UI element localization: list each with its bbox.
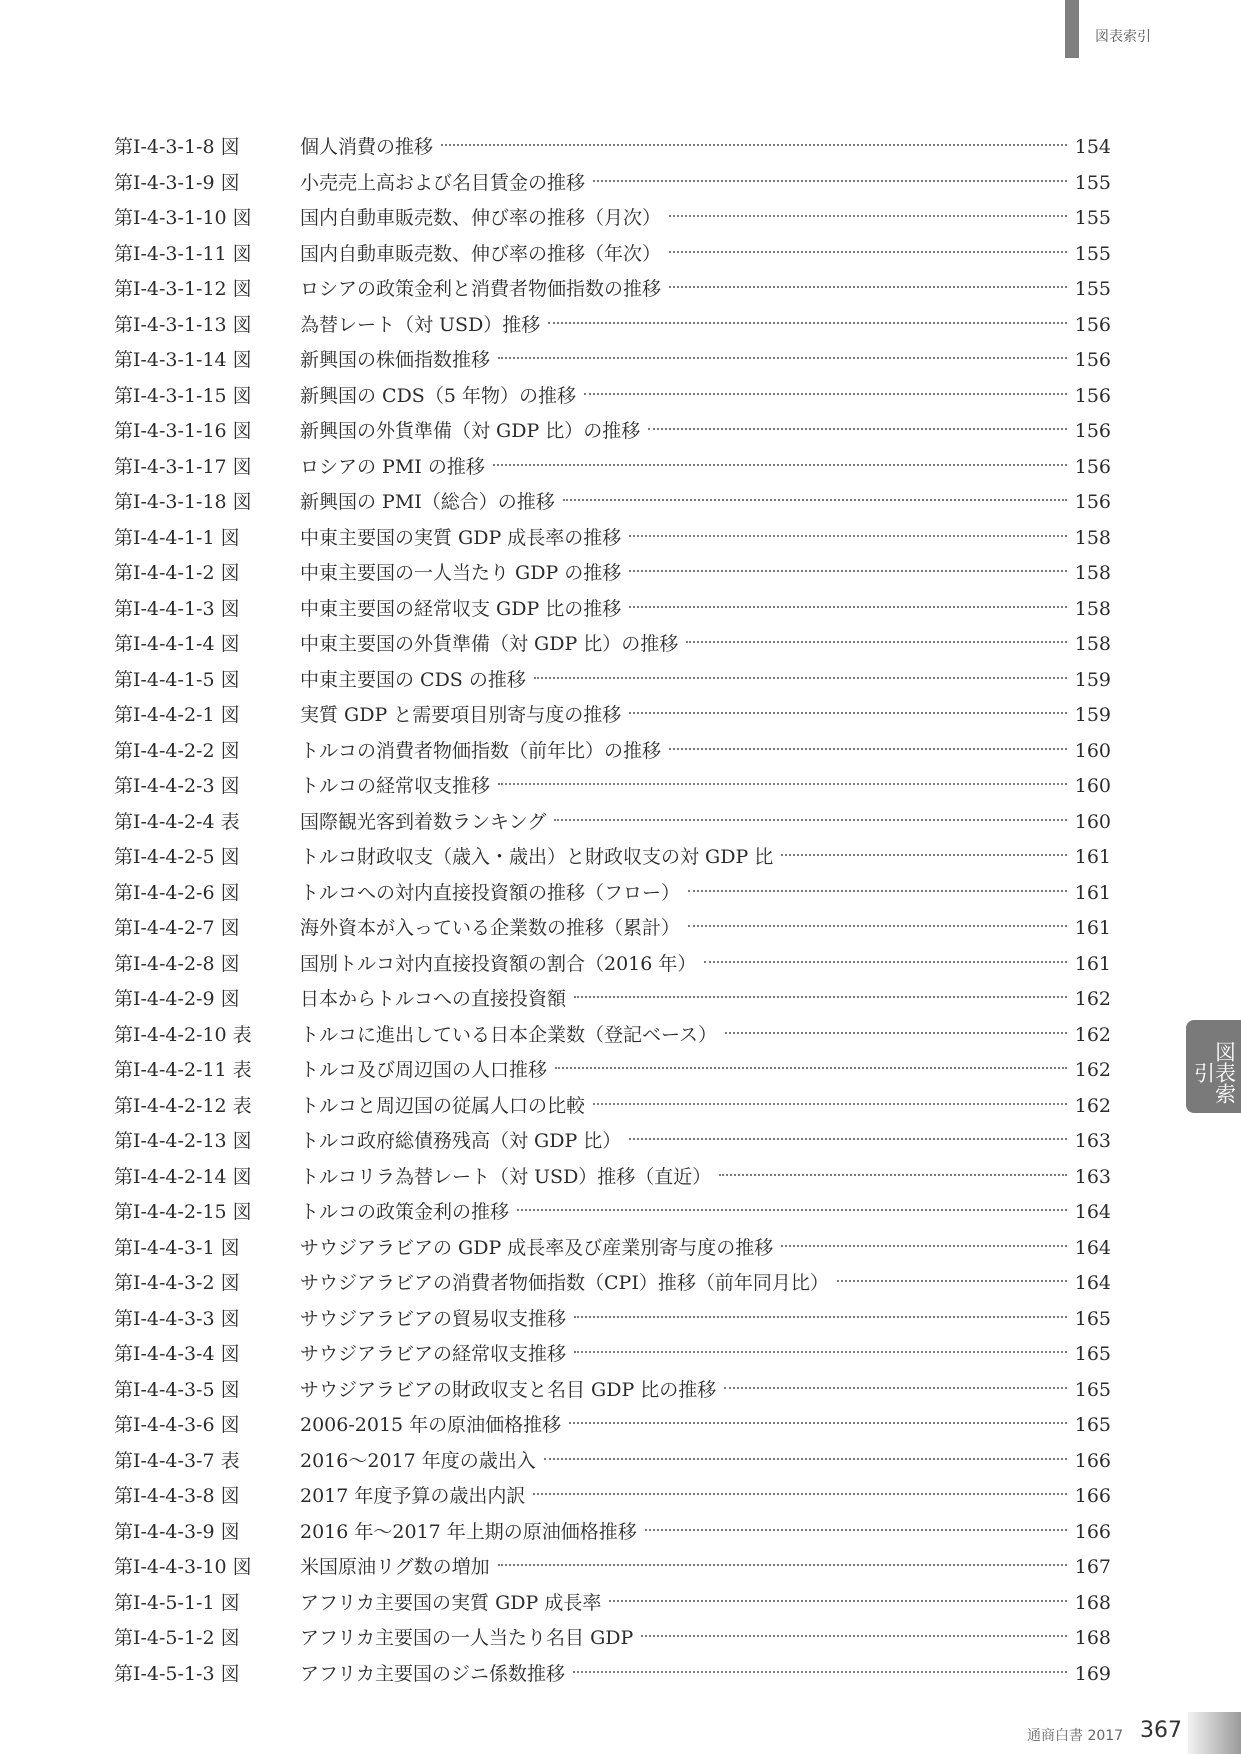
dot-leader [688, 890, 1067, 892]
dot-leader [781, 1245, 1066, 1247]
dot-leader [441, 144, 1067, 146]
index-entry[interactable] [114, 1089, 1111, 1125]
figure-id: 第Ⅰ-4-3-1-14 図 [114, 349, 252, 371]
figure-id: 第Ⅰ-4-4-1-1 図 [114, 526, 240, 549]
figure-title: トルコの政策金利の推移 [300, 1201, 510, 1223]
figure-title: トルコ財政収支（歳入・歳出）と財政収支の対 GDP 比 [300, 846, 774, 868]
page-reference: 161 [1074, 846, 1111, 868]
figure-title: 中東主要国の実質 GDP 成長率の推移 [300, 526, 622, 549]
footer-publication: 通商白書 2017 [1027, 1728, 1124, 1744]
page-reference: 163 [1074, 1130, 1111, 1152]
page-reference: 168 [1074, 1627, 1111, 1649]
header-bar [1065, 0, 1079, 58]
figure-title: トルコリラ為替レート（対 USD）推移（直近） [300, 1165, 712, 1188]
figure-title: サウジアラビアの財政収支と名目 GDP 比の推移 [300, 1378, 717, 1401]
figure-id: 第Ⅰ-4-3-1-15 図 [114, 384, 252, 407]
dot-leader [544, 1458, 1067, 1460]
figure-id: 第Ⅰ-4-4-1-4 図 [114, 633, 240, 655]
figure-title: トルコの経常収支推移 [300, 775, 491, 797]
page-reference: 165 [1074, 1307, 1111, 1330]
figure-title: 個人消費の推移 [300, 136, 434, 158]
figure-id: 第Ⅰ-4-3-1-12 図 [114, 278, 252, 300]
figure-title: 米国原油リグ数の増加 [300, 1556, 490, 1578]
index-entry[interactable] [114, 1408, 1111, 1444]
page-reference: 163 [1074, 1165, 1111, 1188]
page-reference: 166 [1074, 1449, 1111, 1472]
footer-page-number: 367 [1140, 1718, 1182, 1743]
index-entry[interactable] [114, 840, 1111, 876]
figure-id: 第Ⅰ-4-4-3-2 図 [114, 1272, 240, 1294]
dot-leader [534, 677, 1067, 679]
page-reference: 168 [1074, 1591, 1111, 1614]
figure-id: 第Ⅰ-4-4-3-10 図 [114, 1556, 252, 1578]
figure-id: 第Ⅰ-4-4-2-8 図 [114, 952, 240, 975]
page-reference: 165 [1074, 1414, 1111, 1436]
page-reference: 159 [1074, 668, 1111, 691]
page-reference: 161 [1074, 881, 1111, 904]
index-entry[interactable] [114, 1160, 1111, 1196]
figure-id: 第Ⅰ-4-4-2-10 表 [114, 1023, 252, 1046]
figure-id: 第Ⅰ-4-4-2-5 図 [114, 846, 240, 868]
index-entry[interactable] [114, 201, 1111, 237]
dot-leader [629, 1138, 1066, 1140]
page-reference: 160 [1074, 775, 1111, 797]
figure-title: サウジアラビアの貿易収支推移 [300, 1307, 567, 1330]
dot-leader [498, 1564, 1067, 1566]
side-index-tab[interactable] [1186, 1020, 1241, 1113]
dot-leader [669, 748, 1067, 750]
index-entry[interactable] [114, 1621, 1111, 1657]
index-entry[interactable] [114, 1302, 1111, 1338]
figure-title: トルコへの対内直接投資額の推移（フロー） [300, 881, 681, 904]
page-reference: 158 [1074, 597, 1111, 620]
figure-id: 第Ⅰ-4-3-1-13 図 [114, 313, 252, 336]
page-reference: 160 [1074, 810, 1111, 833]
dot-leader [629, 712, 1066, 714]
figure-title: 新興国の株価指数推移 [300, 349, 491, 371]
page-reference: 156 [1074, 420, 1111, 442]
dot-leader [629, 606, 1066, 608]
dot-leader [725, 1032, 1067, 1034]
figure-id: 第Ⅰ-4-4-2-11 表 [114, 1059, 252, 1081]
figure-title: トルコ政府総債務残高（対 GDP 比） [300, 1130, 622, 1152]
figure-title: 中東主要国の外貨準備（対 GDP 比）の推移 [300, 633, 679, 655]
figure-title: サウジアラビアの経常収支推移 [300, 1343, 567, 1365]
figure-id: 第Ⅰ-4-4-3-3 図 [114, 1307, 240, 1330]
dot-leader [688, 925, 1067, 927]
index-entry[interactable] [114, 1515, 1111, 1551]
figure-title: ロシアの政策金利と消費者物価指数の推移 [300, 278, 662, 300]
index-entry[interactable] [114, 1586, 1111, 1622]
dot-leader [584, 393, 1067, 395]
page-reference: 166 [1074, 1485, 1111, 1507]
index-entry[interactable] [114, 485, 1111, 521]
figure-id: 第Ⅰ-4-5-1-3 図 [114, 1662, 240, 1685]
figure-title: 新興国の外貨準備（対 GDP 比）の推移 [300, 420, 641, 442]
figure-id: 第Ⅰ-4-3-1-18 図 [114, 491, 252, 513]
figure-id: 第Ⅰ-4-3-1-11 図 [114, 242, 252, 265]
figure-id: 第Ⅰ-4-4-1-2 図 [114, 562, 240, 584]
dot-leader [573, 1671, 1067, 1673]
dot-leader [548, 322, 1066, 324]
figure-title: 小売売上高および名目賃金の推移 [300, 171, 586, 194]
page-reference: 166 [1074, 1520, 1111, 1543]
page-reference: 156 [1074, 455, 1111, 478]
dot-leader [574, 996, 1067, 998]
dot-leader [498, 783, 1067, 785]
dot-leader [669, 215, 1067, 217]
figure-id: 第Ⅰ-4-4-2-3 図 [114, 775, 240, 797]
figure-id: 第Ⅰ-4-3-1-9 図 [114, 171, 240, 194]
figure-title: 中東主要国の経常収支 GDP 比の推移 [300, 597, 622, 620]
dot-leader [641, 1635, 1066, 1637]
figure-title: 為替レート（対 USD）推移 [300, 313, 541, 336]
index-entry[interactable] [114, 1266, 1111, 1302]
page-reference: 165 [1074, 1343, 1111, 1365]
index-entry[interactable] [114, 1231, 1111, 1267]
index-entry[interactable] [114, 982, 1111, 1018]
index-entry[interactable] [114, 379, 1111, 415]
figure-id: 第Ⅰ-4-4-2-4 表 [114, 810, 240, 833]
dot-leader [686, 641, 1066, 643]
dot-leader [517, 1209, 1067, 1211]
index-entry[interactable] [114, 911, 1111, 947]
index-entry[interactable] [114, 805, 1111, 841]
index-entry[interactable] [114, 556, 1111, 592]
dot-leader [493, 464, 1067, 466]
page-reference: 158 [1074, 526, 1111, 549]
figure-title: サウジアラビアの GDP 成長率及び産業別寄与度の推移 [300, 1236, 774, 1259]
figure-title: 国別トルコ対内直接投資額の割合（2016 年） [300, 952, 697, 975]
index-entry[interactable] [114, 769, 1111, 805]
dot-leader [669, 251, 1067, 253]
page-reference: 154 [1074, 136, 1111, 158]
figure-id: 第Ⅰ-4-4-2-6 図 [114, 881, 240, 904]
side-index-tab-label: 図表索引 [1191, 1040, 1237, 1104]
page-reference: 165 [1074, 1378, 1111, 1401]
figure-title: 2006-2015 年の原油価格推移 [300, 1414, 562, 1436]
figure-id: 第Ⅰ-4-4-3-5 図 [114, 1378, 240, 1401]
figure-title: 2016～2017 年度の歳出入 [300, 1449, 536, 1472]
index-entry[interactable] [114, 947, 1111, 983]
figure-id: 第Ⅰ-4-4-3-4 図 [114, 1343, 240, 1365]
index-entry[interactable] [114, 1550, 1111, 1586]
figure-id: 第Ⅰ-4-5-1-1 図 [114, 1591, 240, 1614]
index-entry[interactable] [114, 414, 1111, 450]
figure-title: アフリカ主要国の実質 GDP 成長率 [300, 1591, 602, 1614]
index-entry[interactable] [114, 627, 1111, 663]
figure-title: 国内自動車販売数、伸び率の推移（年次） [300, 242, 662, 265]
index-entry[interactable] [114, 1479, 1111, 1515]
figure-id: 第Ⅰ-4-3-1-10 図 [114, 207, 252, 229]
dot-leader [563, 499, 1067, 501]
index-entry[interactable] [114, 876, 1111, 912]
index-entry[interactable] [114, 698, 1111, 734]
figure-title: 新興国の CDS（5 年物）の推移 [300, 384, 576, 407]
page-reference: 162 [1074, 1059, 1111, 1081]
dot-leader [719, 1174, 1066, 1176]
dot-leader [574, 1316, 1067, 1318]
page-reference: 155 [1074, 171, 1111, 194]
figure-id: 第Ⅰ-4-4-1-5 図 [114, 668, 240, 691]
figure-title: 実質 GDP と需要項目別寄与度の推移 [300, 704, 622, 726]
index-entry[interactable] [114, 1444, 1111, 1480]
index-entry[interactable] [114, 734, 1111, 770]
figure-id: 第Ⅰ-4-4-2-13 図 [114, 1130, 252, 1152]
index-entry[interactable] [114, 1124, 1111, 1160]
dot-leader [704, 961, 1066, 963]
figure-id: 第Ⅰ-4-4-2-14 図 [114, 1165, 252, 1188]
dot-leader [574, 1351, 1067, 1353]
figure-title: トルコの消費者物価指数（前年比）の推移 [300, 739, 662, 762]
figure-id: 第Ⅰ-4-4-1-3 図 [114, 597, 240, 620]
section-label: 図表索引 [1095, 29, 1151, 45]
figure-id: 第Ⅰ-4-4-3-8 図 [114, 1485, 240, 1507]
dot-leader [648, 428, 1066, 430]
page-reference: 160 [1074, 739, 1111, 762]
figure-id: 第Ⅰ-4-3-1-8 図 [114, 136, 240, 158]
page-reference: 155 [1074, 278, 1111, 300]
dot-leader [555, 1067, 1067, 1069]
dot-leader [781, 854, 1066, 856]
page-reference: 161 [1074, 952, 1111, 975]
dot-leader [593, 1103, 1067, 1105]
page-reference: 158 [1074, 562, 1111, 584]
page-reference: 159 [1074, 704, 1111, 726]
page-reference: 161 [1074, 917, 1111, 939]
figure-title: ロシアの PMI の推移 [300, 455, 485, 478]
dot-leader [645, 1529, 1067, 1531]
page-reference: 162 [1074, 988, 1111, 1010]
index-entry[interactable] [114, 450, 1111, 486]
figure-title: 中東主要国の CDS の推移 [300, 668, 526, 691]
page-reference: 164 [1074, 1201, 1111, 1223]
dot-leader [569, 1422, 1067, 1424]
page-reference: 156 [1074, 313, 1111, 336]
page-reference: 167 [1074, 1556, 1111, 1578]
index-entry[interactable] [114, 1053, 1111, 1089]
figure-title: 中東主要国の一人当たり GDP の推移 [300, 562, 622, 584]
dot-leader [629, 535, 1066, 537]
index-entry[interactable] [114, 663, 1111, 699]
page-reference: 156 [1074, 491, 1111, 513]
index-entry[interactable] [114, 343, 1111, 379]
page-reference: 155 [1074, 207, 1111, 229]
figure-title: 日本からトルコへの直接投資額 [300, 988, 567, 1010]
page-reference: 164 [1074, 1236, 1111, 1259]
figure-title: 海外資本が入っている企業数の推移（累計） [300, 917, 681, 939]
page-reference: 169 [1074, 1662, 1111, 1685]
dot-leader [669, 286, 1067, 288]
figure-id: 第Ⅰ-4-4-2-9 図 [114, 988, 240, 1010]
figure-title: トルコと周辺国の従属人口の比較 [300, 1094, 586, 1117]
figure-title: 2016 年～2017 年上期の原油価格推移 [300, 1520, 637, 1543]
index-entry[interactable] [114, 130, 1111, 166]
dot-leader [554, 819, 1066, 821]
figure-id: 第Ⅰ-4-3-1-16 図 [114, 420, 252, 442]
index-entry[interactable] [114, 166, 1111, 202]
figure-index-list [114, 130, 1111, 1692]
page-reference: 155 [1074, 242, 1111, 265]
figure-title: アフリカ主要国の一人当たり名目 GDP [300, 1627, 634, 1649]
index-entry[interactable] [114, 592, 1111, 628]
page-reference: 162 [1074, 1094, 1111, 1117]
index-entry[interactable] [114, 1337, 1111, 1373]
index-entry[interactable] [114, 1373, 1111, 1409]
dot-leader [533, 1493, 1066, 1495]
index-entry[interactable] [114, 1018, 1111, 1054]
figure-id: 第Ⅰ-4-4-2-1 図 [114, 704, 240, 726]
index-entry[interactable] [114, 1195, 1111, 1231]
figure-title: トルコ及び周辺国の人口推移 [300, 1059, 548, 1081]
index-entry[interactable] [114, 1657, 1111, 1693]
figure-title: 国際観光客到着数ランキング [300, 810, 547, 833]
figure-title: トルコに進出している日本企業数（登記ベース） [300, 1023, 718, 1046]
dot-leader [837, 1280, 1067, 1282]
figure-id: 第Ⅰ-4-4-2-12 表 [114, 1094, 252, 1117]
figure-title: 2017 年度予算の歳出内訳 [300, 1485, 526, 1507]
index-entry[interactable] [114, 308, 1111, 344]
index-entry[interactable] [114, 237, 1111, 273]
page-reference: 156 [1074, 384, 1111, 407]
figure-title: 新興国の PMI（総合）の推移 [300, 491, 555, 513]
index-entry[interactable] [114, 272, 1111, 308]
dot-leader [724, 1387, 1066, 1389]
figure-title: アフリカ主要国のジニ係数推移 [300, 1662, 566, 1685]
figure-id: 第Ⅰ-4-4-2-7 図 [114, 917, 240, 939]
figure-id: 第Ⅰ-4-4-3-7 表 [114, 1449, 240, 1472]
dot-leader [609, 1600, 1066, 1602]
page-reference: 158 [1074, 633, 1111, 655]
footer-bar [1188, 1712, 1241, 1754]
figure-id: 第Ⅰ-4-4-2-2 図 [114, 739, 240, 762]
figure-id: 第Ⅰ-4-4-3-1 図 [114, 1236, 240, 1259]
dot-leader [498, 357, 1067, 359]
figure-id: 第Ⅰ-4-4-2-15 図 [114, 1201, 252, 1223]
index-entry[interactable] [114, 521, 1111, 557]
figure-id: 第Ⅰ-4-4-3-6 図 [114, 1414, 240, 1436]
figure-title: 国内自動車販売数、伸び率の推移（月次） [300, 207, 662, 229]
figure-title: サウジアラビアの消費者物価指数（CPI）推移（前年同月比） [300, 1272, 829, 1294]
figure-id: 第Ⅰ-4-5-1-2 図 [114, 1627, 240, 1649]
figure-id: 第Ⅰ-4-3-1-17 図 [114, 455, 252, 478]
dot-leader [629, 570, 1066, 572]
figure-id: 第Ⅰ-4-4-3-9 図 [114, 1520, 240, 1543]
page-reference: 162 [1074, 1023, 1111, 1046]
page-reference: 164 [1074, 1272, 1111, 1294]
page-reference: 156 [1074, 349, 1111, 371]
dot-leader [593, 180, 1067, 182]
